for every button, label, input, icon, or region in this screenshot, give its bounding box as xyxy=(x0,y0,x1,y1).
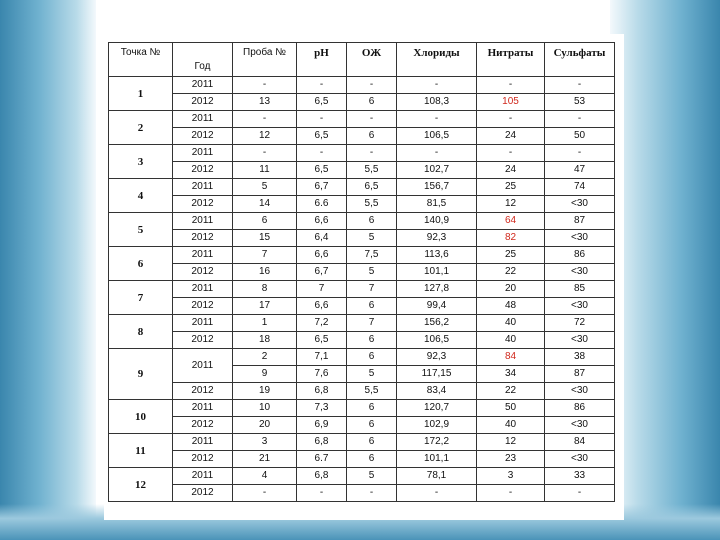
table-row xyxy=(109,264,615,281)
year-cell: 2012 xyxy=(173,162,233,179)
sulfates-cell: 86 xyxy=(545,400,615,417)
sample-cell: 14 xyxy=(233,196,297,213)
sample-cell: 19 xyxy=(233,383,297,400)
chlorides-cell: 106,5 xyxy=(397,332,477,349)
oz-cell: - xyxy=(347,111,397,128)
background-right-gradient xyxy=(610,0,720,540)
oz-cell: - xyxy=(347,145,397,162)
table-row xyxy=(109,179,615,196)
table-row xyxy=(109,145,615,162)
year-cell: 2011 xyxy=(173,434,233,451)
table-row xyxy=(109,196,615,213)
ph-cell: 7 xyxy=(297,281,347,298)
oz-cell: - xyxy=(347,77,397,94)
ph-cell: 6,5 xyxy=(297,162,347,179)
sulfates-cell: - xyxy=(545,485,615,502)
ph-cell: 6,8 xyxy=(297,434,347,451)
ph-cell: 6,5 xyxy=(297,332,347,349)
nitrates-cell: 22 xyxy=(477,264,545,281)
sulfates-cell: <30 xyxy=(545,264,615,281)
ph-cell: 6.6 xyxy=(297,196,347,213)
oz-cell: 6 xyxy=(347,434,397,451)
point-number-cell: 4 xyxy=(109,179,173,213)
table-row xyxy=(109,128,615,145)
table-row xyxy=(109,77,615,94)
sample-cell: - xyxy=(233,145,297,162)
sulfates-cell: 84 xyxy=(545,434,615,451)
point-number-cell: 11 xyxy=(109,434,173,468)
year-cell: 2012 xyxy=(173,128,233,145)
sample-cell: 12 xyxy=(233,128,297,145)
nitrates-cell: 40 xyxy=(477,315,545,332)
ph-cell: 6,9 xyxy=(297,417,347,434)
sulfates-cell: <30 xyxy=(545,298,615,315)
year-cell: 2011 xyxy=(173,145,233,162)
header-ph: pH xyxy=(297,43,347,77)
sulfates-cell: 86 xyxy=(545,247,615,264)
sulfates-cell: 53 xyxy=(545,94,615,111)
ph-cell: 7,1 xyxy=(297,349,347,366)
sulfates-cell: 72 xyxy=(545,315,615,332)
year-cell: 2012 xyxy=(173,451,233,468)
chlorides-cell: - xyxy=(397,485,477,502)
chlorides-cell: - xyxy=(397,111,477,128)
header-sample: Проба № xyxy=(233,43,297,77)
table-row xyxy=(109,162,615,179)
nitrates-cell: 25 xyxy=(477,179,545,196)
table-row xyxy=(109,298,615,315)
nitrates-cell: 20 xyxy=(477,281,545,298)
chlorides-cell: 113,6 xyxy=(397,247,477,264)
table-row xyxy=(109,213,615,230)
chlorides-cell: 172,2 xyxy=(397,434,477,451)
oz-cell: 5,5 xyxy=(347,162,397,179)
sample-cell: 15 xyxy=(233,230,297,247)
nitrates-cell: 24 xyxy=(477,128,545,145)
year-cell: 2012 xyxy=(173,485,233,502)
chlorides-cell: 127,8 xyxy=(397,281,477,298)
point-number-cell: 3 xyxy=(109,145,173,179)
table-row xyxy=(109,417,615,434)
ph-cell: 6,4 xyxy=(297,230,347,247)
ph-cell: 6,5 xyxy=(297,128,347,145)
sulfates-cell: <30 xyxy=(545,196,615,213)
ph-cell: 7,6 xyxy=(297,366,347,383)
nitrates-cell: - xyxy=(477,145,545,162)
ph-cell: - xyxy=(297,145,347,162)
sample-cell: 10 xyxy=(233,400,297,417)
oz-cell: 5 xyxy=(347,366,397,383)
sample-cell: - xyxy=(233,111,297,128)
oz-cell: 6 xyxy=(347,94,397,111)
sample-cell: - xyxy=(233,485,297,502)
year-cell: 2011 xyxy=(173,315,233,332)
year-cell: 2012 xyxy=(173,230,233,247)
ph-cell: 6.7 xyxy=(297,451,347,468)
sulfates-cell: 47 xyxy=(545,162,615,179)
nitrates-cell: 82 xyxy=(477,230,545,247)
nitrates-cell: 12 xyxy=(477,196,545,213)
oz-cell: 6 xyxy=(347,213,397,230)
oz-cell: 6 xyxy=(347,451,397,468)
year-cell: 2011 xyxy=(173,247,233,264)
chlorides-cell: 156,2 xyxy=(397,315,477,332)
nitrates-cell: 25 xyxy=(477,247,545,264)
table-row xyxy=(109,111,615,128)
ph-cell: 6,6 xyxy=(297,298,347,315)
table-row xyxy=(109,383,615,400)
oz-cell: 6 xyxy=(347,400,397,417)
chlorides-cell: 106,5 xyxy=(397,128,477,145)
sample-cell: 1 xyxy=(233,315,297,332)
point-number-cell: 2 xyxy=(109,111,173,145)
sulfates-cell: 38 xyxy=(545,349,615,366)
year-cell: 2011 xyxy=(173,468,233,485)
point-number-cell: 12 xyxy=(109,468,173,502)
nitrates-cell: 12 xyxy=(477,434,545,451)
nitrates-cell: 23 xyxy=(477,451,545,468)
ph-cell: 7,3 xyxy=(297,400,347,417)
chlorides-cell: 92,3 xyxy=(397,230,477,247)
year-cell: 2012 xyxy=(173,264,233,281)
oz-cell: 6 xyxy=(347,417,397,434)
sulfates-cell: 85 xyxy=(545,281,615,298)
nitrates-cell: - xyxy=(477,77,545,94)
chlorides-cell: - xyxy=(397,77,477,94)
table-row xyxy=(109,281,615,298)
point-number-cell: 6 xyxy=(109,247,173,281)
header-sulfates: Сульфаты xyxy=(545,43,615,77)
oz-cell: 7 xyxy=(347,281,397,298)
sulfates-cell: <30 xyxy=(545,332,615,349)
nitrates-cell: - xyxy=(477,111,545,128)
year-cell: 2011 xyxy=(173,111,233,128)
sample-cell: 20 xyxy=(233,417,297,434)
table-row xyxy=(109,332,615,349)
sample-cell: 2 xyxy=(233,349,297,366)
sulfates-cell: 74 xyxy=(545,179,615,196)
nitrates-cell: 3 xyxy=(477,468,545,485)
chlorides-cell: 78,1 xyxy=(397,468,477,485)
sample-cell: 9 xyxy=(233,366,297,383)
chlorides-cell: 108,3 xyxy=(397,94,477,111)
ph-cell: 6,5 xyxy=(297,94,347,111)
header-point: Точка № xyxy=(109,43,173,77)
table-header-row xyxy=(109,43,615,77)
year-cell: 2012 xyxy=(173,383,233,400)
year-cell: 2011 xyxy=(173,349,233,383)
sulfates-cell: <30 xyxy=(545,230,615,247)
table-row xyxy=(109,247,615,264)
nitrates-cell: - xyxy=(477,485,545,502)
sample-cell: 18 xyxy=(233,332,297,349)
year-cell: 2012 xyxy=(173,417,233,434)
table-row xyxy=(109,349,615,366)
oz-cell: 6 xyxy=(347,128,397,145)
chlorides-cell: 156,7 xyxy=(397,179,477,196)
table-row xyxy=(109,451,615,468)
ph-cell: 6,7 xyxy=(297,264,347,281)
sample-cell: 17 xyxy=(233,298,297,315)
ph-cell: 6,6 xyxy=(297,247,347,264)
header-oz: ОЖ xyxy=(347,43,397,77)
nitrates-cell: 48 xyxy=(477,298,545,315)
sample-cell: 4 xyxy=(233,468,297,485)
table-row xyxy=(109,94,615,111)
nitrates-cell: 24 xyxy=(477,162,545,179)
point-number-cell: 10 xyxy=(109,400,173,434)
sulfates-cell: 87 xyxy=(545,213,615,230)
year-cell: 2012 xyxy=(173,332,233,349)
chlorides-cell: 102,7 xyxy=(397,162,477,179)
chlorides-cell: 102,9 xyxy=(397,417,477,434)
sample-cell: 16 xyxy=(233,264,297,281)
oz-cell: 7 xyxy=(347,315,397,332)
sulfates-cell: <30 xyxy=(545,417,615,434)
year-cell: 2011 xyxy=(173,77,233,94)
ph-cell: 6,8 xyxy=(297,383,347,400)
chlorides-cell: 83,4 xyxy=(397,383,477,400)
oz-cell: 6,5 xyxy=(347,179,397,196)
chlorides-cell: - xyxy=(397,145,477,162)
sample-cell: 6 xyxy=(233,213,297,230)
nitrates-cell: 105 xyxy=(477,94,545,111)
table-row xyxy=(109,230,615,247)
year-cell: 2011 xyxy=(173,179,233,196)
sample-cell: 8 xyxy=(233,281,297,298)
sulfates-cell: - xyxy=(545,111,615,128)
year-cell: 2011 xyxy=(173,400,233,417)
oz-cell: - xyxy=(347,485,397,502)
table-body xyxy=(109,77,615,502)
table-row xyxy=(109,468,615,485)
ph-cell: - xyxy=(297,111,347,128)
chlorides-cell: 101,1 xyxy=(397,451,477,468)
nitrates-cell: 64 xyxy=(477,213,545,230)
sulfates-cell: <30 xyxy=(545,451,615,468)
nitrates-cell: 84 xyxy=(477,349,545,366)
nitrates-cell: 34 xyxy=(477,366,545,383)
point-number-cell: 1 xyxy=(109,77,173,111)
year-cell: 2011 xyxy=(173,281,233,298)
sample-cell: 7 xyxy=(233,247,297,264)
sample-cell: - xyxy=(233,77,297,94)
nitrates-cell: 22 xyxy=(477,383,545,400)
oz-cell: 5 xyxy=(347,264,397,281)
point-number-cell: 9 xyxy=(109,349,173,400)
chlorides-cell: 81,5 xyxy=(397,196,477,213)
ph-cell: 6,6 xyxy=(297,213,347,230)
background-left-gradient xyxy=(0,0,96,540)
sample-cell: 3 xyxy=(233,434,297,451)
oz-cell: 5 xyxy=(347,468,397,485)
ph-cell: - xyxy=(297,77,347,94)
header-chlorides: Хлориды xyxy=(397,43,477,77)
table-row xyxy=(109,400,615,417)
oz-cell: 5,5 xyxy=(347,383,397,400)
table-row xyxy=(109,434,615,451)
water-quality-table xyxy=(108,42,615,502)
header-nitrates: Нитраты xyxy=(477,43,545,77)
chlorides-cell: 120,7 xyxy=(397,400,477,417)
sulfates-cell: 87 xyxy=(545,366,615,383)
sulfates-cell: - xyxy=(545,145,615,162)
oz-cell: 5,5 xyxy=(347,196,397,213)
year-cell: 2012 xyxy=(173,94,233,111)
chlorides-cell: 99,4 xyxy=(397,298,477,315)
sample-cell: 5 xyxy=(233,179,297,196)
oz-cell: 6 xyxy=(347,349,397,366)
sulfates-cell: 33 xyxy=(545,468,615,485)
chlorides-cell: 117,15 xyxy=(397,366,477,383)
ph-cell: - xyxy=(297,485,347,502)
nitrates-cell: 40 xyxy=(477,332,545,349)
sulfates-cell: <30 xyxy=(545,383,615,400)
oz-cell: 6 xyxy=(347,332,397,349)
nitrates-cell: 40 xyxy=(477,417,545,434)
oz-cell: 5 xyxy=(347,230,397,247)
sample-cell: 13 xyxy=(233,94,297,111)
ph-cell: 6,7 xyxy=(297,179,347,196)
point-number-cell: 7 xyxy=(109,281,173,315)
nitrates-cell: 50 xyxy=(477,400,545,417)
point-number-cell: 5 xyxy=(109,213,173,247)
year-cell: 2012 xyxy=(173,298,233,315)
oz-cell: 7,5 xyxy=(347,247,397,264)
sulfates-cell: - xyxy=(545,77,615,94)
point-number-cell: 8 xyxy=(109,315,173,349)
sample-cell: 11 xyxy=(233,162,297,179)
year-cell: 2011 xyxy=(173,213,233,230)
ph-cell: 6,8 xyxy=(297,468,347,485)
oz-cell: 6 xyxy=(347,298,397,315)
chlorides-cell: 92,3 xyxy=(397,349,477,366)
table-row xyxy=(109,485,615,502)
chlorides-cell: 140,9 xyxy=(397,213,477,230)
chlorides-cell: 101,1 xyxy=(397,264,477,281)
ph-cell: 7,2 xyxy=(297,315,347,332)
table-row xyxy=(109,315,615,332)
year-cell: 2012 xyxy=(173,196,233,213)
header-year: Год xyxy=(173,43,233,77)
sample-cell: 21 xyxy=(233,451,297,468)
sulfates-cell: 50 xyxy=(545,128,615,145)
